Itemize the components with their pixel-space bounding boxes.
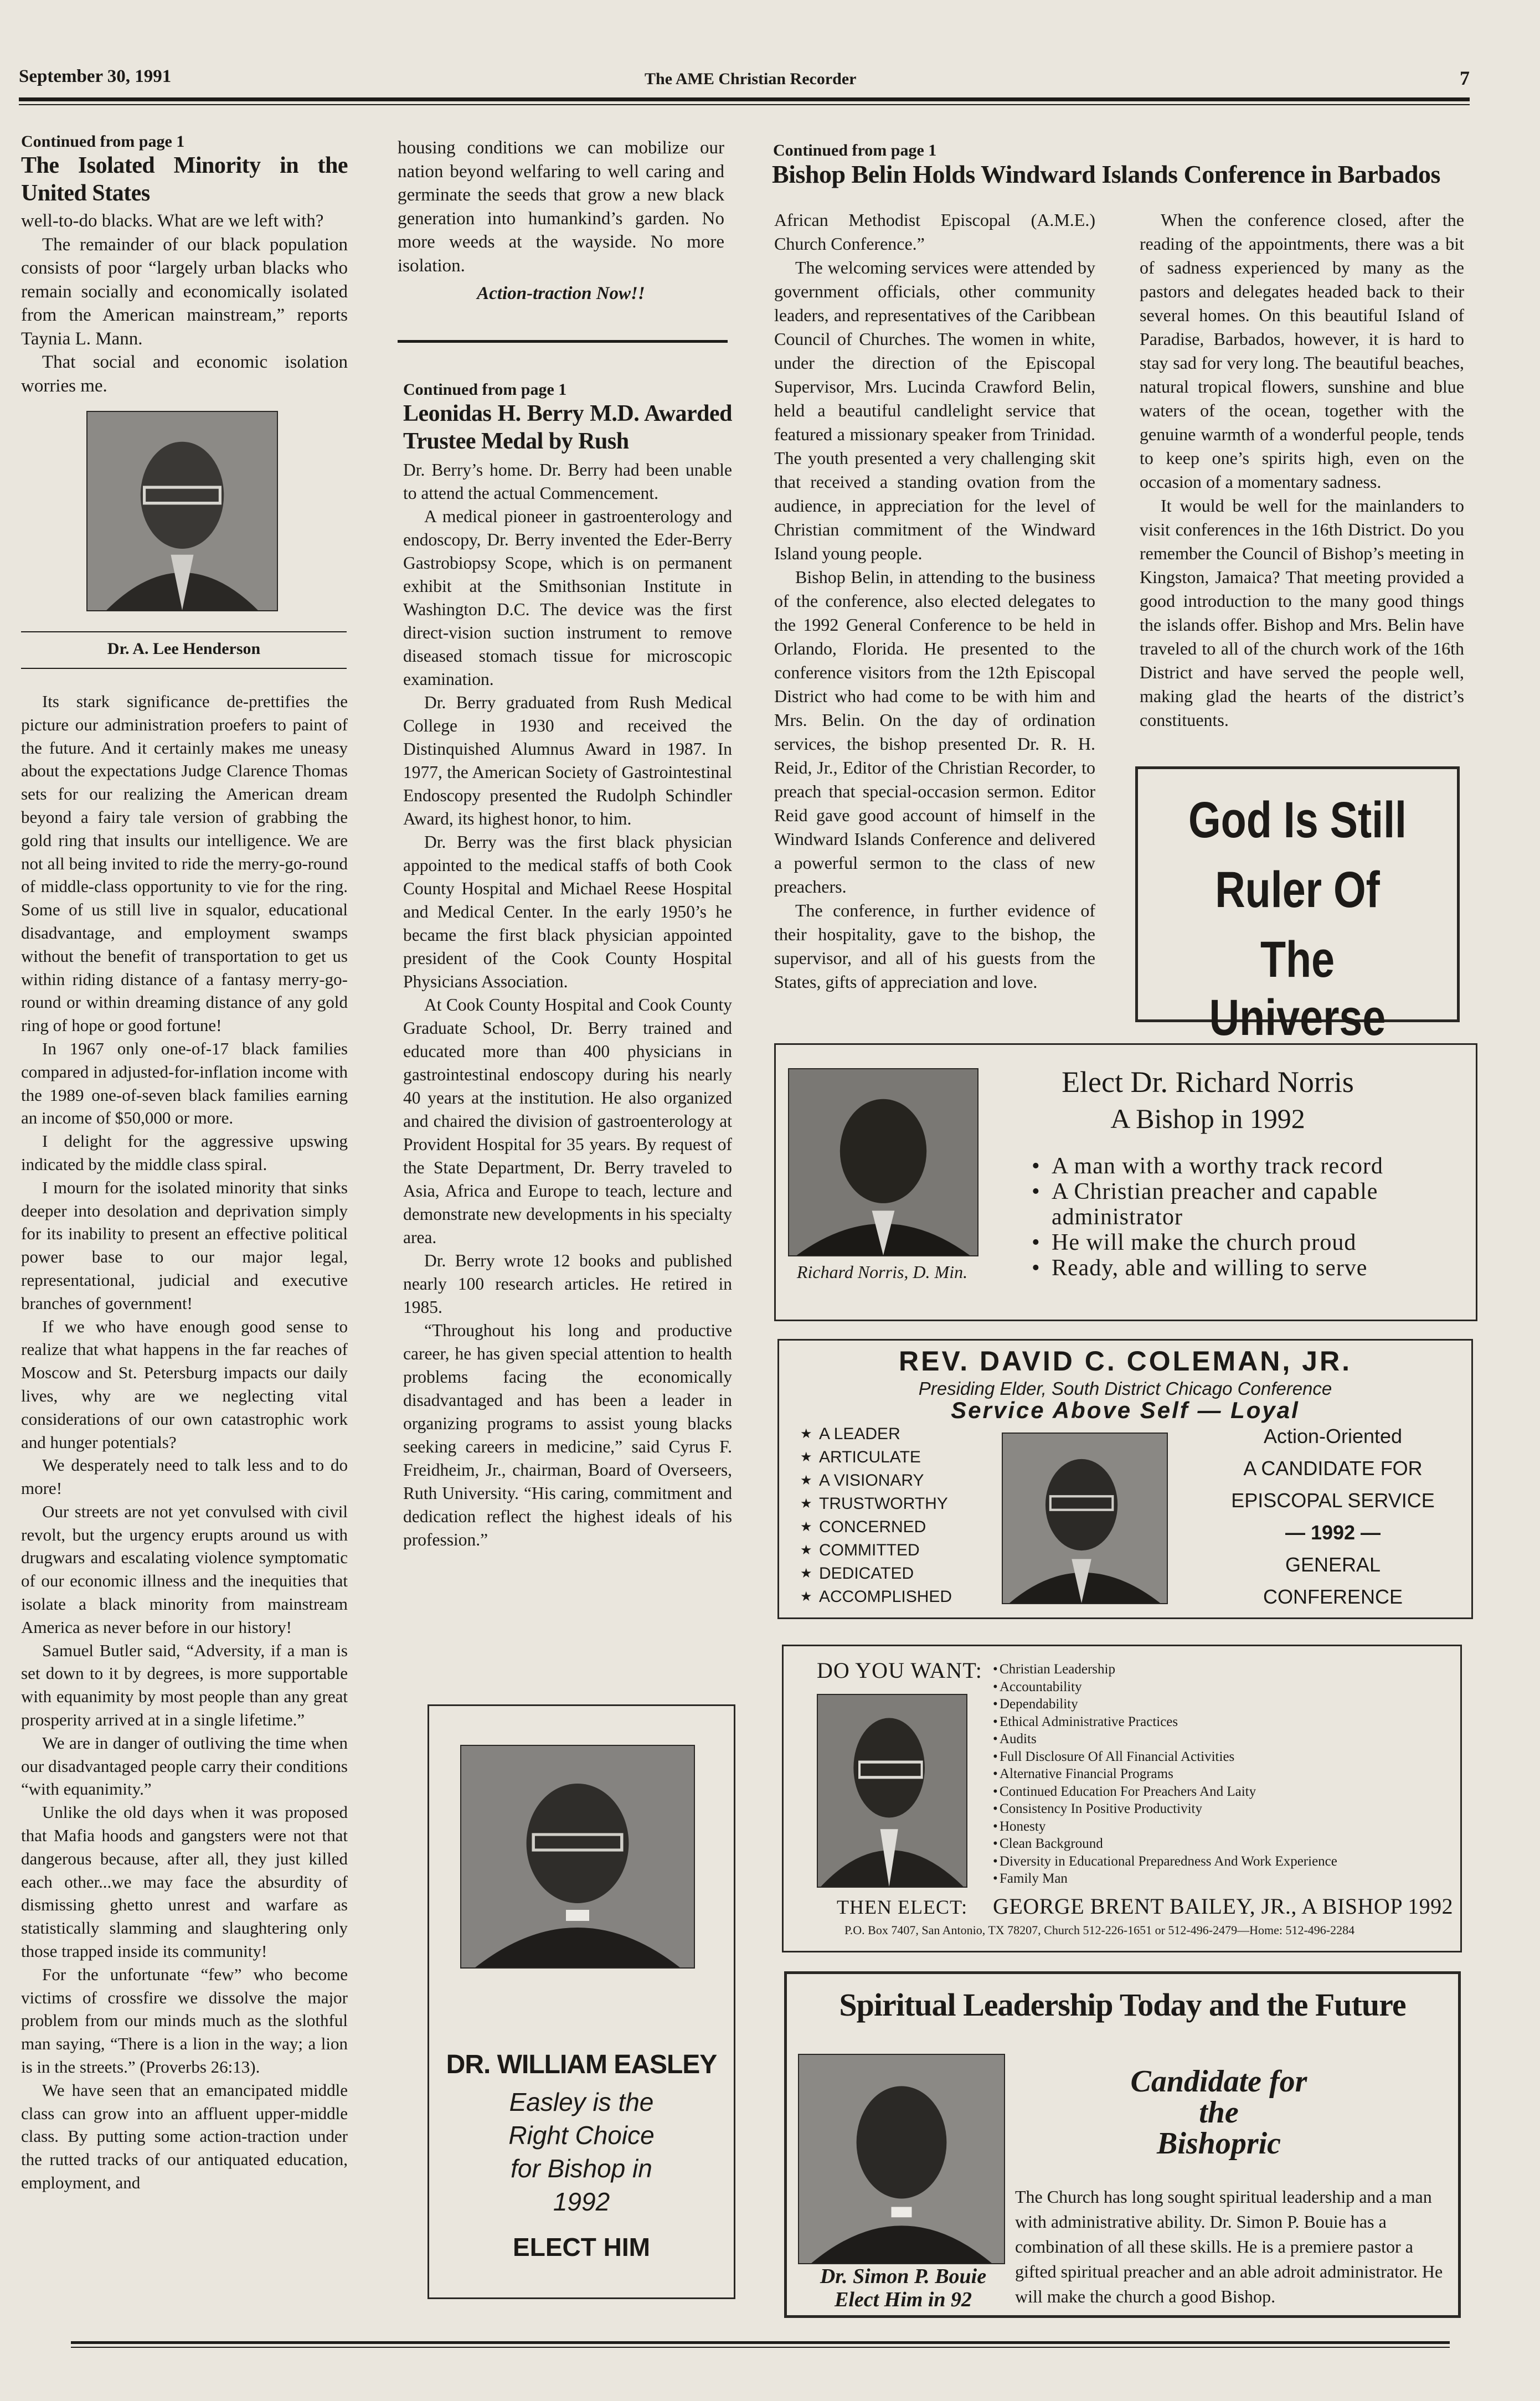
list-item: • Clean Background (993, 1835, 1447, 1853)
paragraph: Dr. Berry wrote 12 books and published nearly 100 research articles. He retired in 1985. (403, 1251, 732, 1317)
bailey-then-elect: THEN ELECT: (837, 1896, 968, 1918)
coleman-name: REV. DAVID C. COLEMAN, JR. (899, 1346, 1352, 1377)
bouie-caption1: Dr. Simon P. Bouie (820, 2265, 987, 2288)
list-item: • A man with a worthy track record (1032, 1153, 1453, 1179)
headline: Leonidas H. Berry M.D. Awarded Trustee Medal by Rush (403, 401, 732, 454)
list-item: • Family Man (993, 1870, 1447, 1888)
bouie-caption2: Elect Him in 92 (834, 2288, 972, 2311)
easley-line1: Easley is the (509, 2088, 654, 2116)
kicker: Continued from page 1 (403, 380, 567, 399)
list-item: • Honesty (993, 1818, 1447, 1836)
bouie-line2: the (1199, 2095, 1239, 2130)
coleman-motto: Service Above Self — Loyal (951, 1397, 1300, 1423)
quality-item: ★ COMMITTED (800, 1539, 1000, 1562)
god-line3: The Universe (1209, 931, 1386, 1046)
easley-photo (460, 1745, 695, 1969)
kicker: Continued from page 1 (773, 141, 937, 159)
god-ruler-box (1135, 766, 1460, 1046)
paragraph: We desperately need to talk less and to do more! (21, 1455, 348, 1498)
list-item: • Consistency In Positive Productivity (993, 1800, 1447, 1818)
caption-rule (21, 668, 347, 669)
paragraph: At Cook County Hospital and Cook County Graduate School, Dr. Berry trained and educated more than 400 physicians in gastrointestinal endoscopy during his nearly 40 years at the institution. He also organized and chaired the division of gastroenterology at Provident Hospital for 35 years. By request of the State Department, Dr. Berry traveled to Asia, Africa and Europe to teach, lecture and demonstrate new developments in his specialty area. (403, 995, 732, 1247)
bouie-body: The Church has long sought spiritual leadership and a man with administrative ability. Dr. Simon P. Bouie has a combination of all these skills. He is a premiere pastor a gifted spiritual preacher and an able adroit administrator. He will make the church a good Bishop. (1015, 2187, 1443, 2306)
list-item: • Alternative Financial Programs (993, 1765, 1447, 1783)
easley-ad (428, 1704, 735, 2299)
bouie-title: Spiritual Leadership Today and the Future (839, 1987, 1406, 2023)
coleman-right-line: Action-Oriented (1263, 1425, 1403, 1447)
belin-col-right (1140, 208, 1464, 732)
coleman-title: Presiding Elder, South District Chicago Conference (918, 1378, 1332, 1399)
paragraph: The remainder of our black population consists of poor “largely urban blacks who remain socially and economically isolated from the American mainstream,” reports Taynia L. Mann. (21, 234, 348, 349)
norris-ad (774, 1043, 1477, 1321)
list-item: • A Christian preacher and capable administrator (1032, 1179, 1453, 1230)
coleman-ad (777, 1339, 1473, 1619)
paragraph: “Throughout his long and productive career, he has given special attention to health problems facing the economically disadvantaged and has been a leader in organizing programs to assist young blacks seeking careers in medicine,” said Cyrus F. Freidheim, Jr., chairman, Board of Overseers, Ruth University. “His caring, commitment and dedication reflect the highest ideals of his profession.” (403, 1321, 732, 1549)
paragraph: Dr. Berry’s home. Dr. Berry had been unable to attend the actual Commencement. (403, 460, 732, 503)
henderson-photo (86, 411, 278, 611)
paragraph: housing conditions we can mobilize our nation beyond welfaring to well caring and germinate the seeds that grow a new black generation into humankind’s garden. No more weeds at the wayside. No more isolation. (398, 138, 724, 276)
bouie-ad (784, 1971, 1461, 2318)
paragraph: African Methodist Episcopal (A.M.E.) Church Conference.” (774, 210, 1095, 254)
quality-item: ★ DEDICATED (800, 1562, 1000, 1585)
paragraph: Its stark significance de-prettifies the picture our administration proefers to paint of the future. And it certainly makes me uneasy about the expectations Judge Clarence Thomas sets for our realizing the American dream beyond a fairy tale version of grabbing the gold ring that insults our intelligence. We are not all being invited to ride the merry-go-round of middle-class opportunity to vie for the ring. Some of us still live in squalor, educational disadvantage, and employment swamps without the benefit of transportation to get us within riding distance of a fantasy merry-go-round or within dreaming distance of any gold ring of hope or good fortune! (21, 692, 348, 1035)
article-berry (403, 380, 732, 1552)
norris-photo (788, 1068, 978, 1256)
paragraph: The welcoming services were attended by government officials, other community leaders, and representatives of the Caribbean Council of Churches. The women in white, under the direction of the Episcopal Supervisor, Mrs. Lucinda Crawford Belin, held a beautiful candlelight service that featured a missionary speaker from Trinidad. The youth presented a very challenging skit that received a standing ovation from the audience, in appreciation for the level of Christian commitment of the Windward Island young people. (774, 257, 1095, 563)
henderson-caption: Dr. A. Lee Henderson (107, 640, 261, 658)
paragraph: We are in danger of outliving the time when our disadvantaged people carry their conditions “with equanimity.” (21, 1733, 348, 1799)
quality-item: ★ A VISIONARY (800, 1469, 1000, 1492)
signoff: Action-traction Now!! (477, 284, 645, 303)
paragraph: When the conference closed, after the reading of the appointments, there was a bit of sadness experienced by many as the pastors and delegates headed back to their several homes. On this beautiful Island of Paradise, Barbados, however, it is hard to stay sad for very long. The beautiful beaches, natural tropical flowers, sunshine and blue waters of the ocean, together with the genuine warmth of a wonderful people, tends to keep one’s spirits high, even on the occasion of a momentary sadness. (1140, 210, 1464, 492)
easley-name: DR. WILLIAM EASLEY (446, 2050, 717, 2079)
paragraph: Unlike the old days when it was proposed that Mafia hoods and gangsters were not that dangerous because, after all, they just killed each other...we may face the absurdity of dismissing ghetto unrest and warfare as statistically slamming and slaughtering only those trapped inside its community! (21, 1802, 348, 1961)
norris-subtitle: A Bishop in 1992 (1110, 1103, 1305, 1134)
caption-rule (21, 631, 347, 632)
bailey-lead: DO YOU WANT: (817, 1658, 982, 1683)
easley-cta: ELECT HIM (513, 2233, 650, 2261)
coleman-photo (1002, 1433, 1168, 1604)
header-rule (19, 97, 1470, 101)
list-item: • Accountability (993, 1678, 1447, 1696)
list-item: • Christian Leadership (993, 1661, 1447, 1678)
paragraph: The conference, in further evidence of their hospitality, gave to the bishop, the supervisor, and all of his guests from the States, gifts of appreciation and love. (774, 900, 1095, 992)
quality-item: ★ CONCERNED (800, 1516, 1000, 1539)
list-item: • Ethical Administrative Practices (993, 1713, 1447, 1731)
quality-item: ★ A LEADER (800, 1423, 1000, 1446)
paragraph: For the unfortunate “few” who become victims of crossfire we dissolve the major problem from our minds much as the slothful man saying, “There is a lion in the way; a lion is in the streets.” (Proverbs 26:13). (21, 1964, 348, 2077)
list-item: • Full Disclosure Of All Financial Activities (993, 1748, 1447, 1766)
list-item: • He will make the church proud (1032, 1230, 1453, 1255)
list-item: • Continued Education For Preachers And Laity (993, 1783, 1447, 1801)
paragraph: Dr. Berry was the first black physician appointed to the medical staffs of both Cook County Hospital and Michael Reese Hospital and Medical Center. In the early 1950’s he became the first black physician appointed president of the Cook County Hospital Physicians Association. (403, 832, 732, 991)
footer-rule (71, 2341, 1450, 2344)
bailey-ad (782, 1645, 1462, 1952)
page-header (19, 66, 1470, 100)
paragraph: well-to-do blacks. What are we left with? (21, 211, 324, 231)
bouie-line3: Bishopric (1156, 2126, 1281, 2161)
coleman-right-line: GENERAL (1285, 1553, 1381, 1576)
list-item: • Diversity in Educational Preparedness And Work Experience (993, 1853, 1447, 1871)
coleman-right-line: A CANDIDATE FOR (1243, 1457, 1423, 1480)
paragraph: We have seen that an emancipated middle class can grow into an affluent upper-middle class. By putting some action-traction under the rutted tracks of our antiquated education, employment, and (21, 2080, 348, 2192)
paragraph: In 1967 only one-of-17 black families compared in adjusted-for-inflation income with the 1989 one-of-seven black families earning an income of $50,000 or more. (21, 1038, 348, 1128)
list-item: • Dependability (993, 1696, 1447, 1713)
bailey-candidate: GEORGE BRENT BAILEY, JR., A BISHOP 1992 (993, 1894, 1454, 1919)
issue-date: September 30, 1991 (19, 66, 172, 86)
norris-title: Elect Dr. Richard Norris (1062, 1065, 1354, 1099)
god-line1: God Is Still (1188, 792, 1407, 848)
god-line2: Ruler Of (1215, 862, 1380, 918)
paragraph: Dr. Berry graduated from Rush Medical College in 1930 and received the Distinquished Alumnus Award in 1987. In 1977, the American Society of Gastrointestinal Endoscopy presented the Rudolph Schindler Award, its highest honor, to him. (403, 693, 732, 828)
kicker: Continued from page 1 (21, 132, 185, 151)
paragraph: That social and economic isolation worries me. (21, 352, 348, 396)
coleman-right-line: — 1992 — (1285, 1521, 1381, 1544)
coleman-right-line: CONFERENCE (1263, 1585, 1403, 1608)
coleman-right-line: EPISCOPAL SERVICE (1231, 1489, 1435, 1512)
quality-item: ★ ACCOMPLISHED (800, 1585, 1000, 1609)
easley-line3: for Bishop in (511, 2154, 652, 2183)
norris-caption: Richard Norris, D. Min. (796, 1262, 968, 1282)
easley-line4: 1992 (553, 2187, 610, 2216)
bailey-items (993, 1661, 1447, 1888)
footer-rule-thin (71, 2347, 1450, 2348)
quality-item: ★ TRUSTWORTHY (800, 1492, 1000, 1516)
paragraph: A medical pioneer in gastroenterology and endoscopy, Dr. Berry invented the Eder-Berry Gastrobiopsy Scope, which is on permanent exhibit at the Smithsonian Institute in Washington D.C. The device was the first direct-vision suction instrument to remove diseased stomach tissue for microscopic examination. (403, 507, 732, 689)
paragraph: I delight for the aggressive upswing indicated by the middle class spiral. (21, 1131, 348, 1174)
bouie-line1: Candidate for (1130, 2064, 1307, 2099)
norris-bullets (1032, 1153, 1453, 1281)
headline: Bishop Belin Holds Windward Islands Conference in Barbados (772, 160, 1440, 188)
page-number: 7 (1460, 67, 1470, 89)
article-isolated-col1 (21, 132, 348, 398)
list-item: • Audits (993, 1730, 1447, 1748)
bailey-photo (817, 1694, 967, 1888)
paragraph: Samuel Butler said, “Adversity, if a man is set down to it by degrees, is more supportable with equanimity by most people than any great prosperity arrived at in a single lifetime.” (21, 1640, 348, 1730)
paragraph: If we who have enough good sense to realize that what happens in the far reaches of Moscow and St. Petersburg impacts our daily lives, why are we neglecting vital considerations of our own catastrophic work and hunger potentials? (21, 1316, 348, 1452)
headline: The Isolated Minority in the United States (21, 153, 348, 206)
article-isolated-col2 (398, 136, 724, 306)
paragraph: Our streets are not yet convulsed with civil revolt, but the urgency erupts around us with drugwars and escalating violence symptomatic of our economic illness and the inequities that isolate a black minority from mainstream America as never before in our history! (21, 1501, 348, 1637)
section-rule (398, 340, 728, 343)
paragraph: Bishop Belin, in attending to the business of the conference, also elected delegates to the 1992 General Conference to be held in Orlando, Florida. He presented to the conference visitors from the 12th Episcopal District who had come to be with him and Mrs. Belin. On the day of ordination services, the bishop presented Dr. R. H. Reid, Jr., Editor of the Christian Recorder, to preach that special-occasion sermon. Editor Reid gave good account of himself in the Windward Islands Conference and delivered a powerful sermon to the class of new preachers. (774, 567, 1095, 896)
newspaper-name: The AME Christian Recorder (645, 70, 857, 88)
list-item: • Ready, able and willing to serve (1032, 1255, 1453, 1281)
coleman-right (1222, 1420, 1444, 1613)
paragraph: It would be well for the mainlanders to visit conferences in the 16th District. Do you remember the Council of Bishop’s meeting in Kingston, Jamaica? That meeting provided a good introduction to the many good things the islands offer. Bishop and Mrs. Belin have traveled to all of the church work of the 16th District and have served the people well, making glad the hearts of the district’s constituents. (1140, 496, 1464, 730)
coleman-qualities (800, 1423, 1000, 1609)
belin-col-left (774, 208, 1095, 994)
quality-item: ★ ARTICULATE (800, 1446, 1000, 1469)
header-rule-thin (19, 104, 1470, 105)
article-isolated-col1b (21, 690, 348, 2194)
paragraph: I mourn for the isolated minority that sinks deeper into desolation and deprivation simply for its inability to present an effective political power base to our major legal, representational, judicial and executive branches of government! (21, 1177, 348, 1313)
easley-line2: Right Choice (508, 2121, 655, 2150)
bailey-contact: P.O. Box 7407, San Antonio, TX 78207, Church 512-226-1651 or 512-496-2479—Home: 512-496-2284 (844, 1923, 1355, 1937)
bouie-photo (798, 2054, 1005, 2264)
